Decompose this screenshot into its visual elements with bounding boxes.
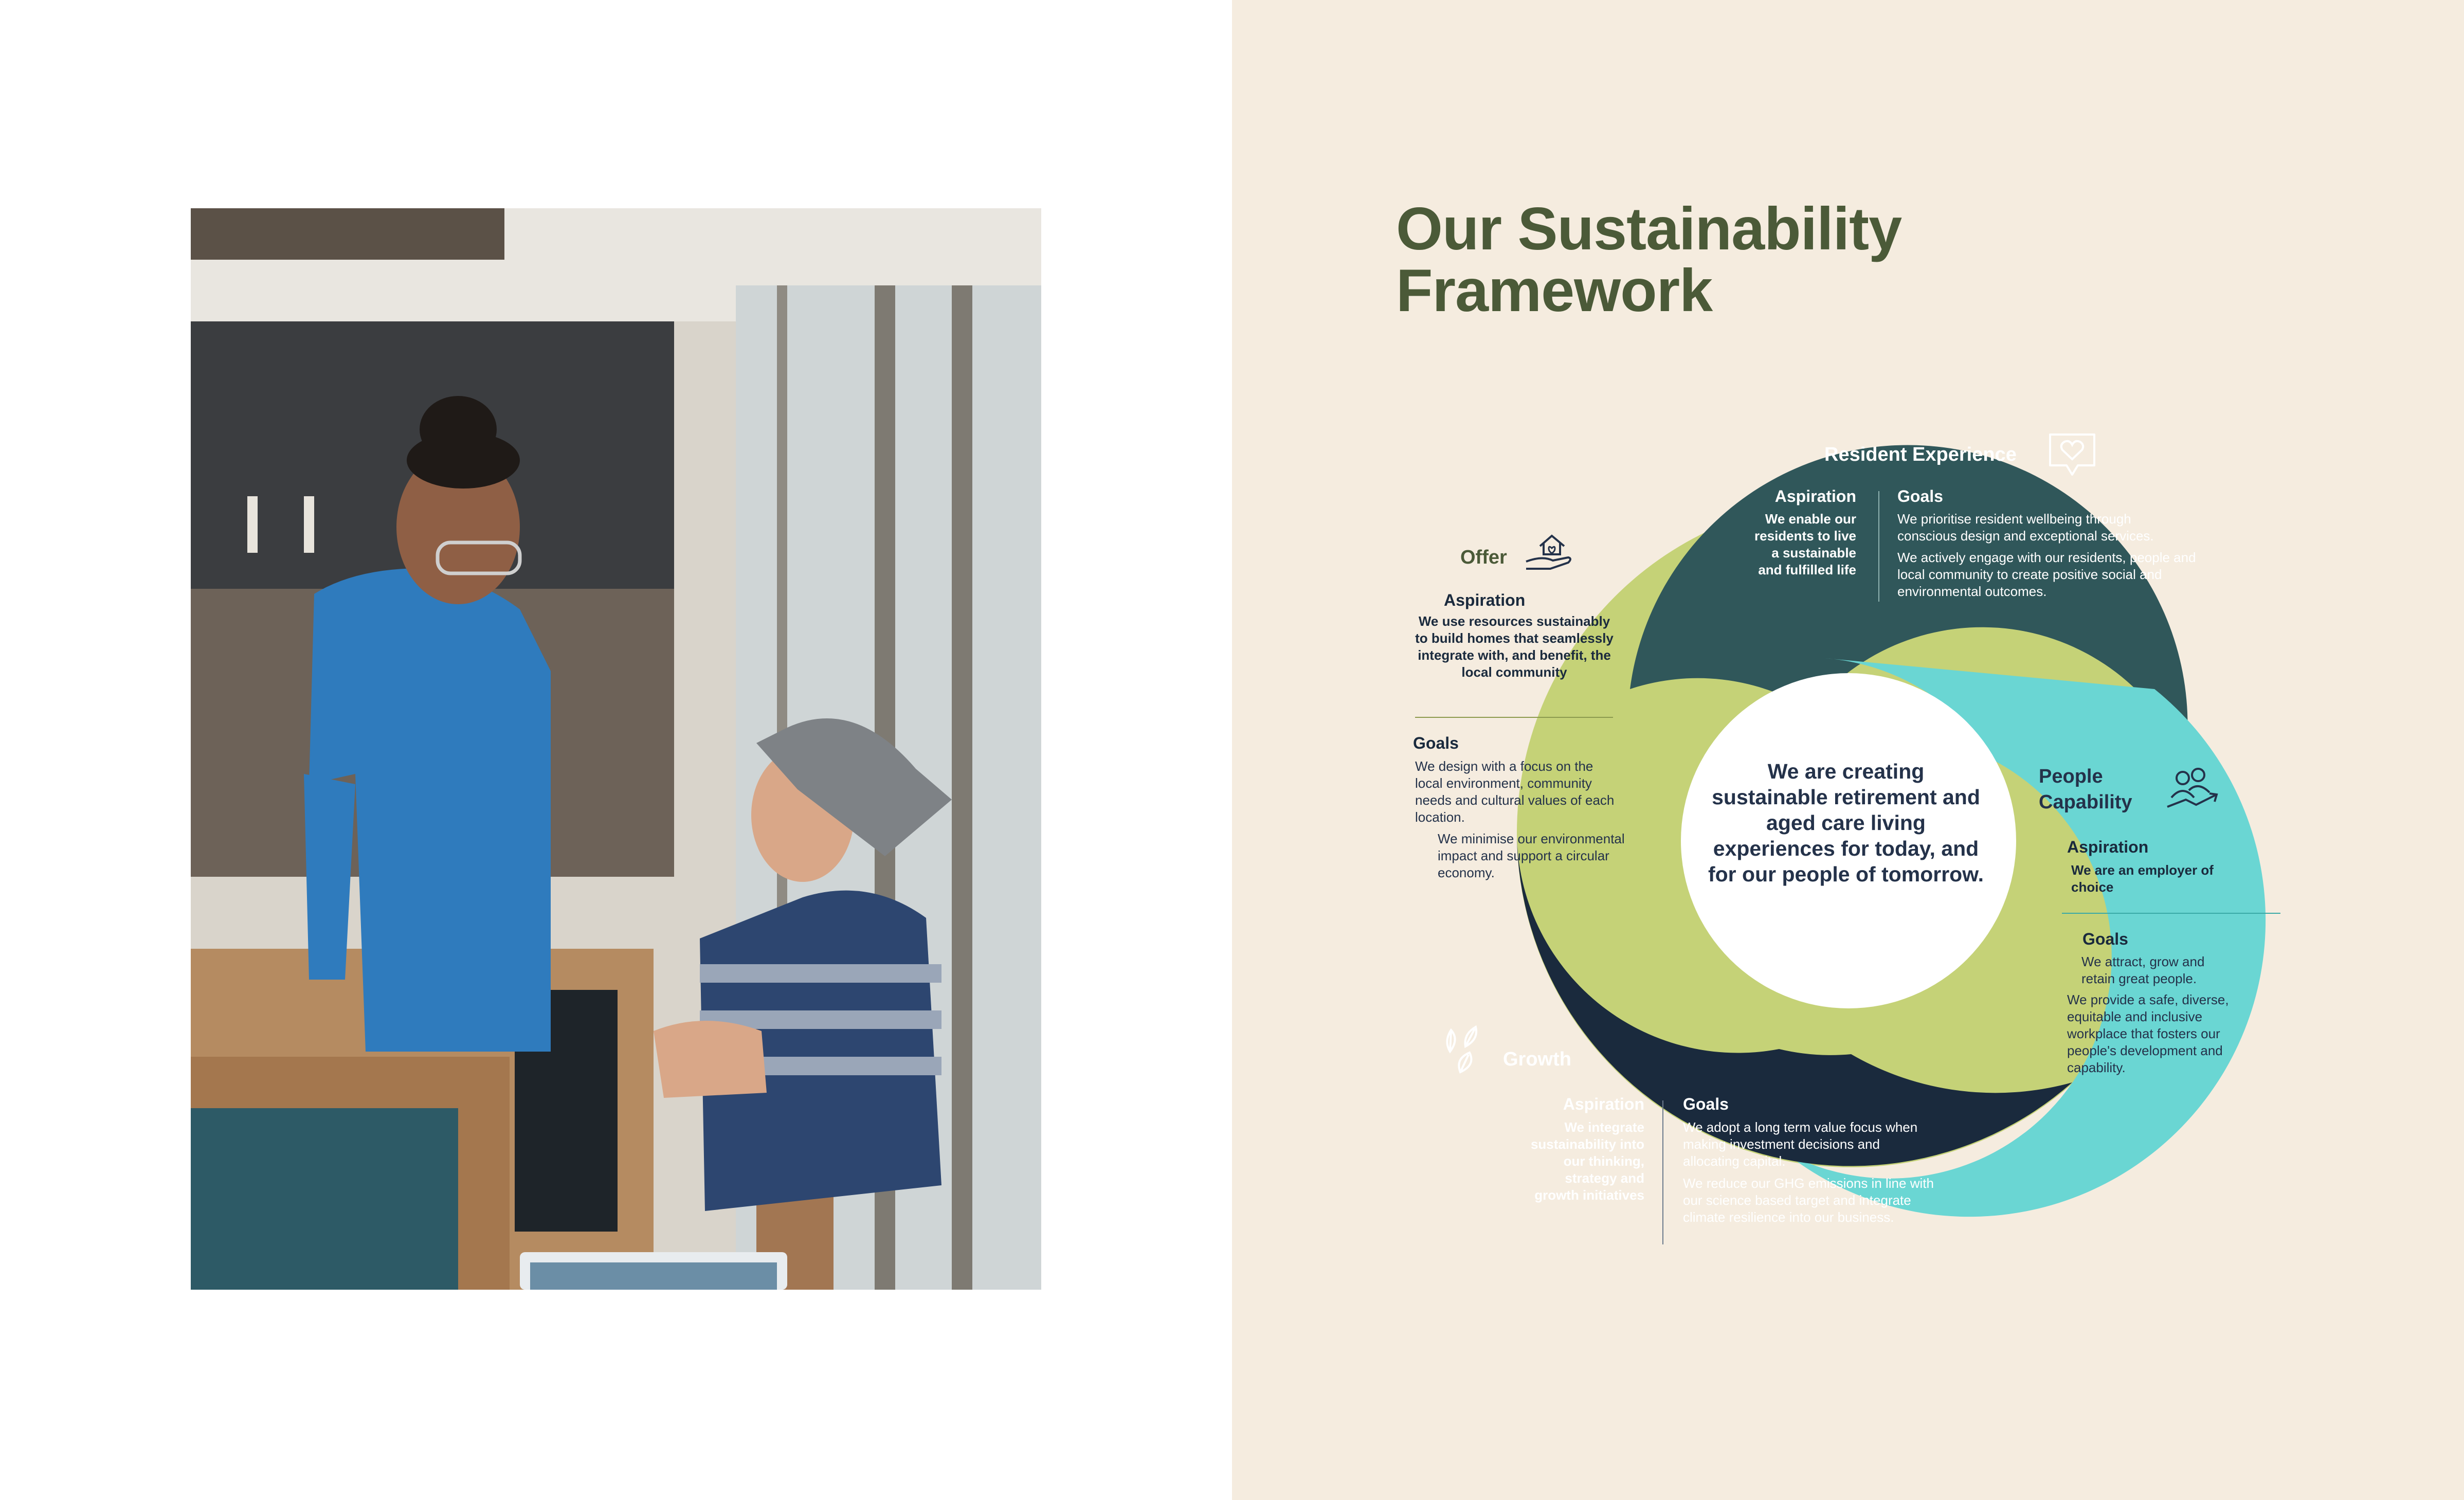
growth-goal-2: We reduce our GHG emissions in line with our science based target and integrate climate resilience into our business. [1683, 1176, 1934, 1225]
resident-divider [1878, 491, 1879, 602]
growth-title: Growth [1503, 1049, 1571, 1070]
staff-resident-photo [191, 208, 1041, 1290]
offer-goal-1: We design with a focus on the local environment, community needs and cultural values of each location. [1415, 758, 1615, 825]
offer-aspiration-heading: Aspiration [1444, 591, 1526, 609]
people-goal-1: We attract, grow and retain great people. [2081, 954, 2205, 986]
heart-speech-bubble-icon [2044, 429, 2100, 481]
resident-goal-1: We prioritise resident wellbeing through conscious design and exceptional services. [1897, 511, 2154, 544]
people-goals-heading: Goals [2082, 930, 2128, 948]
people-goal-2: We provide a safe, diverse, equitable and inclusive workplace that fosters our people's development and capability. [2067, 992, 2229, 1075]
resident-goal-2: We actively engage with our residents, people and local community to create positive social and environmental outcomes. [1897, 550, 2196, 599]
offer-goals-heading: Goals [1413, 734, 1459, 752]
growth-goal-1: We adopt a long term value focus when making investment decisions and allocating capital. [1683, 1119, 1918, 1169]
house-in-hand-icon [1522, 525, 1579, 576]
people-capability-title: People Capability [2039, 766, 2132, 813]
people-divider [2062, 913, 2280, 914]
growth-aspiration-heading: Aspiration [1563, 1095, 1644, 1113]
people-growth-icon [2162, 764, 2224, 815]
resident-goals-heading: Goals [1897, 487, 1943, 505]
people-aspiration-heading: Aspiration [2067, 838, 2149, 856]
people-aspiration-text: We are an employer of choice [2071, 862, 2214, 895]
leaves-icon [1440, 1021, 1491, 1077]
resident-aspiration-heading: Aspiration [1774, 487, 1856, 505]
offer-aspiration-text: We use resources sustainably to build homes that seamlessly integrate with, and benefit, the local community [1415, 613, 1614, 680]
resident-aspiration-text: We enable our residents to live a sustainable and fulfilled life [1754, 511, 1856, 577]
center-statement: We are creating sustainable retirement and aged care living experiences for today, and for our people of tomorrow. [1708, 760, 1984, 886]
offer-goal-2: We minimise our environmental impact and support a circular economy. [1438, 831, 1625, 880]
growth-goals-heading: Goals [1683, 1095, 1729, 1113]
offer-title: Offer [1460, 547, 1507, 568]
offer-divider [1415, 717, 1613, 718]
growth-divider [1662, 1100, 1663, 1244]
page-title: Our Sustainability Framework [1396, 195, 1902, 324]
resident-experience-title: Resident Experience [1824, 444, 2017, 465]
growth-aspiration-text: We integrate sustainability into our thinking, strategy and growth initiatives [1530, 1119, 1644, 1203]
